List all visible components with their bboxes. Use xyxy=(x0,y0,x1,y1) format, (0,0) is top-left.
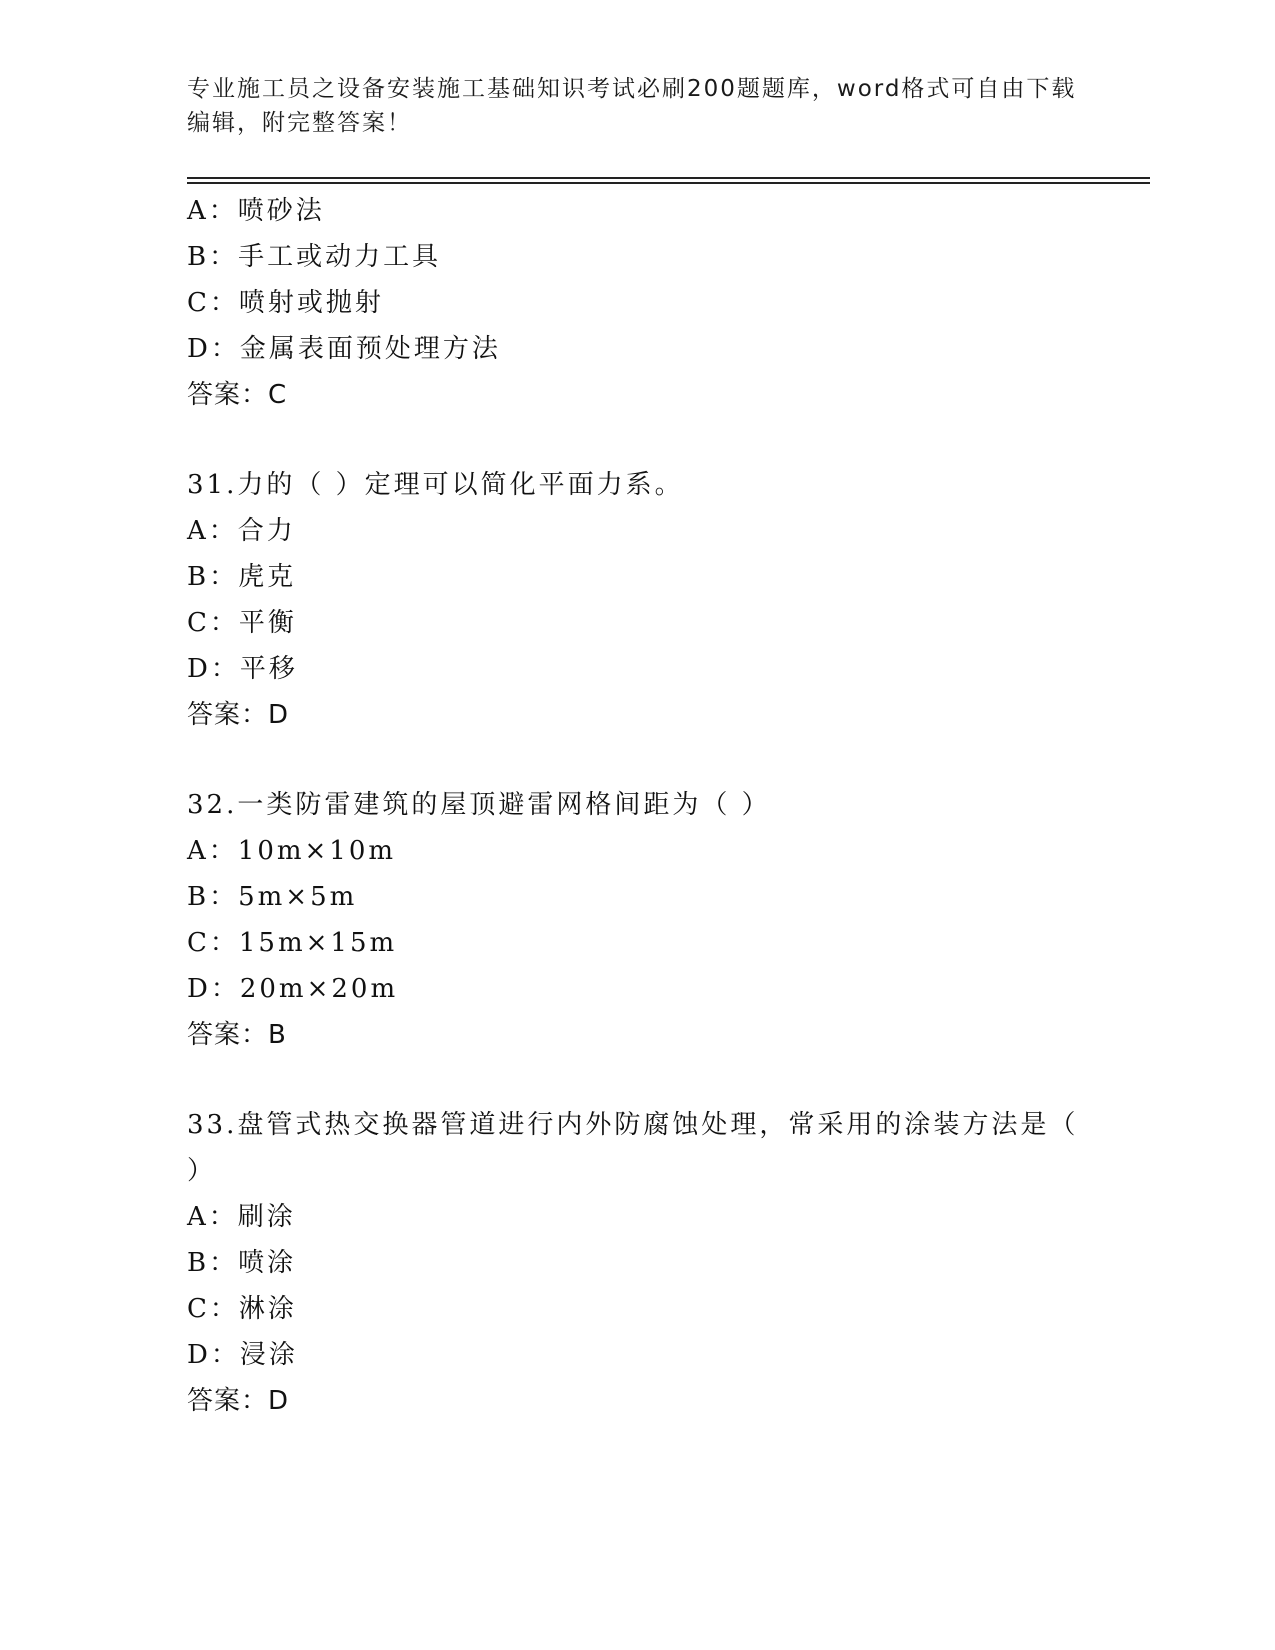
block-spacer xyxy=(187,738,1147,782)
option-b: B：喷涂 xyxy=(187,1248,297,1278)
option-c: C：平衡 xyxy=(187,608,297,638)
option-d: D：平移 xyxy=(187,654,298,684)
option-b: B：手工或动力工具 xyxy=(187,242,442,272)
option-a: A：喷砂法 xyxy=(187,196,325,226)
answer-line: 答案：B xyxy=(187,1020,287,1050)
question-block-30 xyxy=(187,188,1147,418)
block-spacer xyxy=(187,1058,1147,1102)
header-divider-top xyxy=(187,177,1150,179)
header-divider-bottom xyxy=(187,182,1150,184)
option-a: A：刷涂 xyxy=(187,1202,296,1232)
option-c: C：喷射或抛射 xyxy=(187,288,384,318)
question-block-31 xyxy=(187,462,1147,738)
question-text: 33.盘管式热交换器管道进行内外防腐蚀处理，常采用的涂装方法是（ xyxy=(187,1110,1079,1140)
question-text: 31.力的（ ）定理可以简化平面力系。 xyxy=(187,470,684,500)
header-line-2: 编辑，附完整答案！ xyxy=(187,110,412,136)
option-d: D：20m×20m xyxy=(187,974,399,1004)
page-header xyxy=(187,72,1087,140)
answer-line: 答案：D xyxy=(187,700,290,730)
option-b: B：虎克 xyxy=(187,562,297,592)
question-text: 32.一类防雷建筑的屋顶避雷网格间距为（ ） xyxy=(187,790,771,820)
question-list xyxy=(187,188,1147,1424)
question-block-32 xyxy=(187,782,1147,1058)
option-a: A：10m×10m xyxy=(187,836,397,866)
question-block-33 xyxy=(187,1102,1147,1424)
answer-line: 答案：C xyxy=(187,380,288,410)
option-d: D：浸涂 xyxy=(187,1340,298,1370)
option-a: A：合力 xyxy=(187,516,296,546)
option-d: D：金属表面预处理方法 xyxy=(187,334,501,364)
header-line-1: 专业施工员之设备安装施工基础知识考试必刷200题题库，word格式可自由下载 xyxy=(187,76,1077,102)
question-text-continued: ） xyxy=(187,1156,217,1186)
option-c: C：15m×15m xyxy=(187,928,398,958)
block-spacer xyxy=(187,418,1147,462)
option-c: C：淋涂 xyxy=(187,1294,297,1324)
option-b: B：5m×5m xyxy=(187,882,358,912)
answer-line: 答案：D xyxy=(187,1386,290,1416)
